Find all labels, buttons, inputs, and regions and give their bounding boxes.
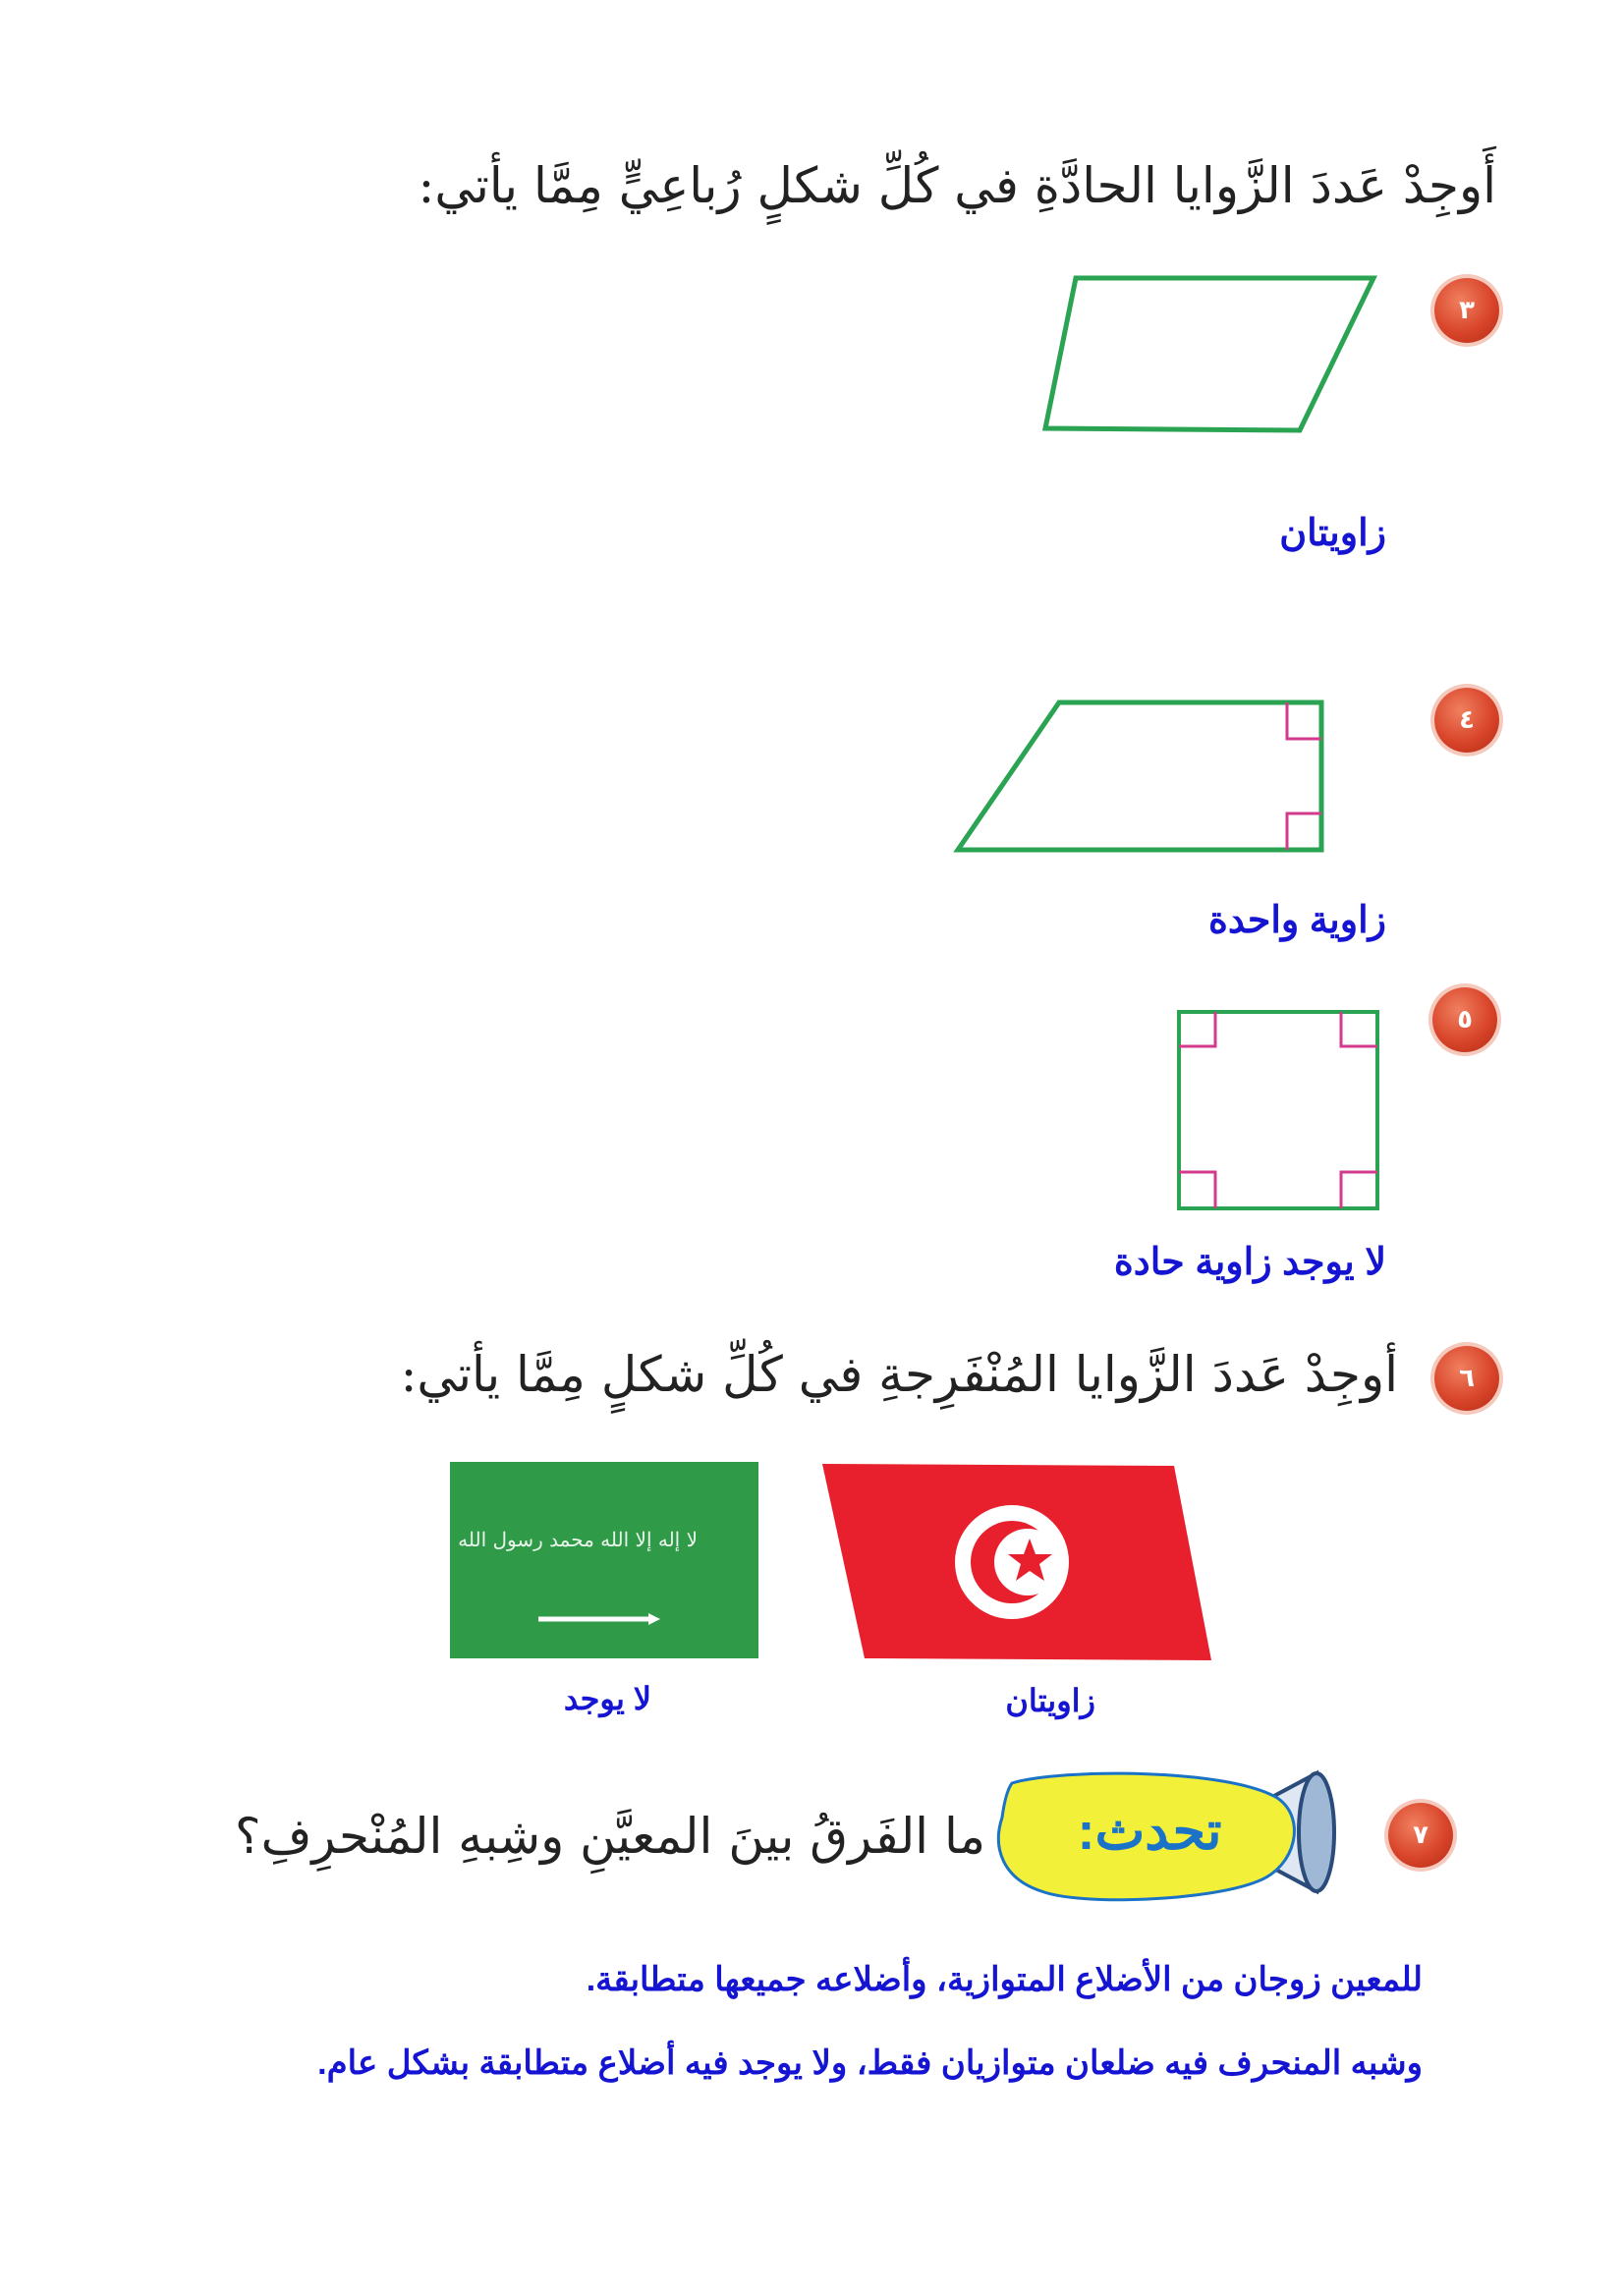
saudi-flag-script: لا إله إلا الله محمد رسول الله [458, 1528, 698, 1551]
answer-tunisia-flag: زاويتان [1005, 1683, 1095, 1718]
talk-label: تحدث: [1077, 1802, 1222, 1861]
answer-item-5: لا يوجد زاوية حادة [1113, 1242, 1386, 1283]
item-number-badge: ٤ [1434, 688, 1499, 753]
heading-obtuse-angles: أوجِدْ عَددَ الزَّوايا المُنْفَرِجةِ في كُلِّ شكلٍ مِمَّا يأتي: [400, 1346, 1398, 1403]
answer-item-3: زاويتان [1279, 513, 1386, 554]
answer-saudi-flag: لا يوجد [563, 1681, 651, 1716]
item-number-badge: ٧ [1388, 1803, 1453, 1868]
answer-q7-line2: وشبه المنحرف فيه ضلعان متوازيان فقط، ولا يوجد فيه أضلاع متطابقة بشكل عام. [317, 2044, 1423, 2082]
item-number-badge: ٦ [1434, 1346, 1499, 1411]
heading-acute-angles: أَوجِدْ عَددَ الزَّوايا الحادَّةِ في كُلِّ شكلٍ رُباعِيٍّ مِمَّا يأتي: [418, 157, 1496, 214]
answer-item-4: زاوية واحدة [1207, 900, 1386, 941]
item-number-badge: ٥ [1432, 987, 1497, 1052]
item-number-badge: ٣ [1434, 278, 1499, 343]
answer-q7-line1: للمعين زوجان من الأضلاع المتوازية، وأضلاعه جميعها متطابقة. [586, 1961, 1423, 1998]
question-7: ما الفَرقُ بينَ المعيَّنِ وشِبهِ المُنْحرِفِ؟ [235, 1808, 985, 1865]
